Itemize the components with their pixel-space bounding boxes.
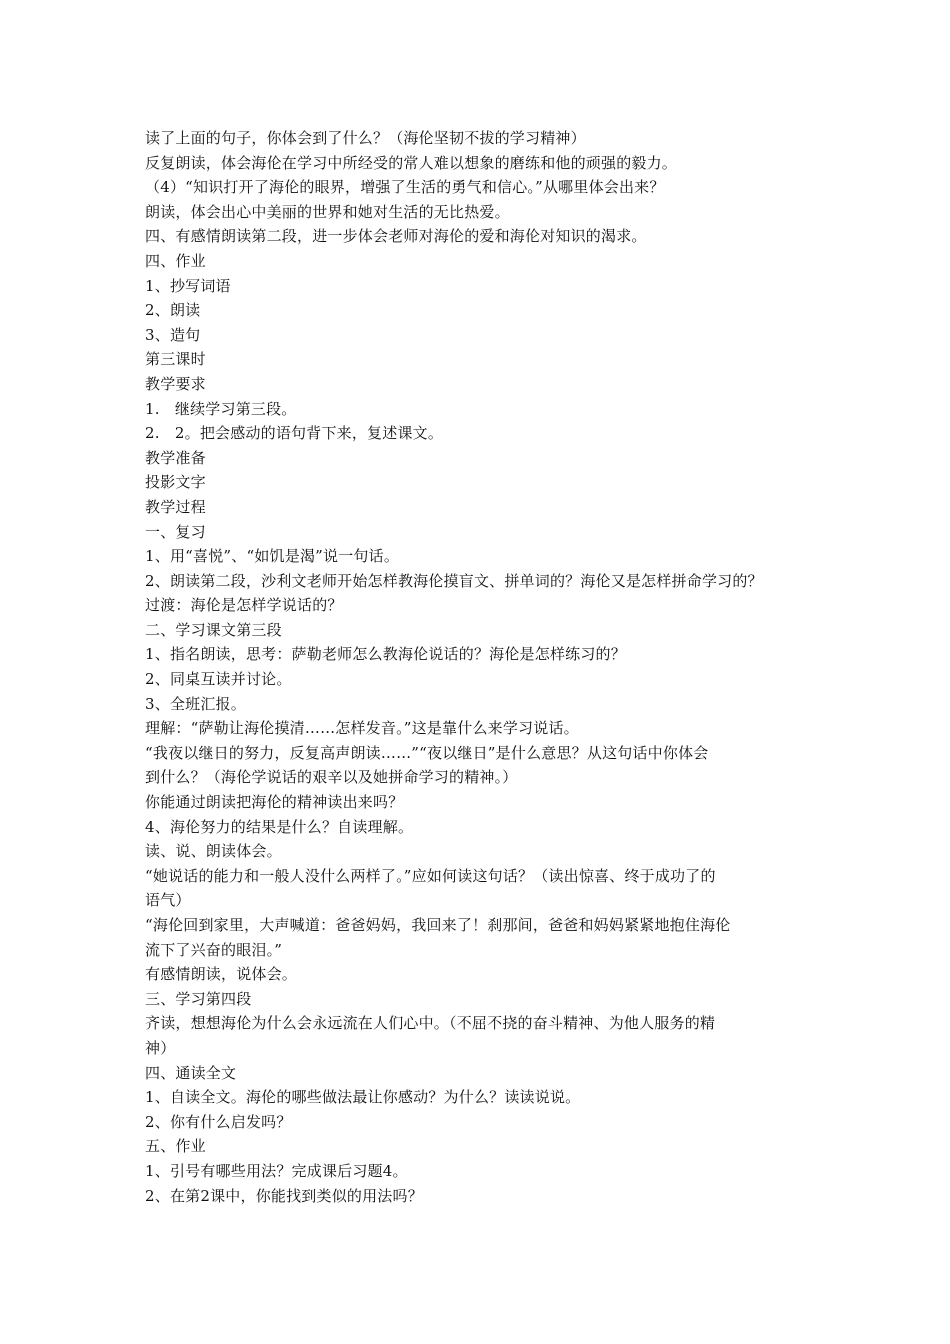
document-body — [145, 126, 825, 1208]
text-line: 1. 继续学习第三段。 — [145, 399, 297, 418]
text-line: 神） — [145, 1038, 176, 1057]
text-line: 有感情朗读，说体会。 — [145, 965, 298, 984]
text-line: 1、自读全文。海伦的哪些做法最让你感动？为什么？读读说说。 — [145, 1088, 581, 1107]
text-line: 1、用“喜悦”、“如饥是渴”说一句话。 — [145, 547, 400, 566]
text-line: 4、海伦努力的结果是什么？自读理解。 — [145, 817, 414, 836]
text-line: 五、作业 — [145, 1137, 206, 1156]
text-line: 读、说、朗读体会。 — [145, 842, 282, 861]
text-line: 2、你有什么启发吗？ — [145, 1112, 292, 1131]
text-line: 第三课时 — [145, 350, 206, 369]
text-line: 语气） — [145, 891, 191, 910]
text-line: 过渡：海伦是怎样学说话的？ — [145, 596, 343, 615]
text-line: 教学准备 — [145, 448, 206, 467]
text-line: 2. 2。把会感动的语句背下来，复述课文。 — [145, 424, 444, 443]
text-line: 2、朗读 — [145, 301, 201, 320]
text-line: 反复朗读，体会海伦在学习中所经受的常人难以想象的磨练和他的顽强的毅力。 — [145, 153, 678, 172]
text-line: 1、引号有哪些用法？完成课后习题4。 — [145, 1161, 408, 1180]
text-line: 三、学习第四段 — [145, 989, 252, 1008]
text-line: 教学过程 — [145, 497, 206, 516]
text-line: 读了上面的句子，你体会到了什么？（海伦坚韧不拔的学习精神） — [145, 129, 586, 147]
text-line: 到什么？（海伦学说话的艰辛以及她拼命学习的精神。） — [145, 768, 518, 787]
text-line: 1、抄写词语 — [145, 276, 231, 295]
text-line: 2、在第2课中，你能找到类似的用法吗？ — [145, 1186, 423, 1205]
text-line: “我夜以继日的努力，反复高声朗读……”“夜以继日”是什么意思？从这句话中你体会 — [145, 743, 709, 762]
text-line: 流下了兴奋的眼泪。” — [145, 940, 283, 959]
text-line: 2、同桌互读并讨论。 — [145, 670, 292, 689]
text-line: “她说话的能力和一般人没什么两样了。”应如何读这句话？（读出惊喜、终于成功了的 — [145, 866, 716, 885]
text-line: 2、朗读第二段，沙利文老师开始怎样教海伦摸盲文、拼单词的？海伦又是怎样拼命学习的？ — [145, 571, 763, 590]
text-line: 四、通读全文 — [145, 1063, 237, 1082]
text-line: 3、造句 — [145, 325, 201, 344]
text-line: 1、指名朗读，思考：萨勒老师怎么教海伦说话的？海伦是怎样练习的？ — [145, 645, 626, 664]
text-line: 一、复习 — [145, 522, 206, 541]
text-line: 你能通过朗读把海伦的精神读出来吗？ — [145, 793, 404, 812]
text-line: 理解：“萨勒让海伦摸清……怎样发音。”这是靠什么来学习说话。 — [145, 719, 579, 738]
text-line: “海伦回到家里，大声喊道：爸爸妈妈，我回来了！刹那间，爸爸和妈妈紧紧地抱住海伦 — [145, 916, 731, 934]
text-line: （4）“知识打开了海伦的眼界，增强了生活的勇气和信心。”从哪里体会出来？ — [145, 178, 665, 197]
text-line: 教学要求 — [145, 374, 206, 393]
text-line: 齐读，想想海伦为什么会永远流在人们心中。（不屈不挠的奋斗精神、为他人服务的精 — [145, 1014, 716, 1033]
text-line: 四、有感情朗读第二段，进一步体会老师对海伦的爱和海伦对知识的渴求。 — [145, 227, 647, 246]
text-line: 投影文字 — [145, 473, 206, 492]
text-line: 四、作业 — [145, 251, 206, 270]
text-line: 朗读，体会出心中美丽的世界和她对生活的无比热爱。 — [145, 202, 510, 221]
text-line: 3、全班汇报。 — [145, 694, 246, 713]
text-line: 二、学习课文第三段 — [145, 620, 282, 639]
